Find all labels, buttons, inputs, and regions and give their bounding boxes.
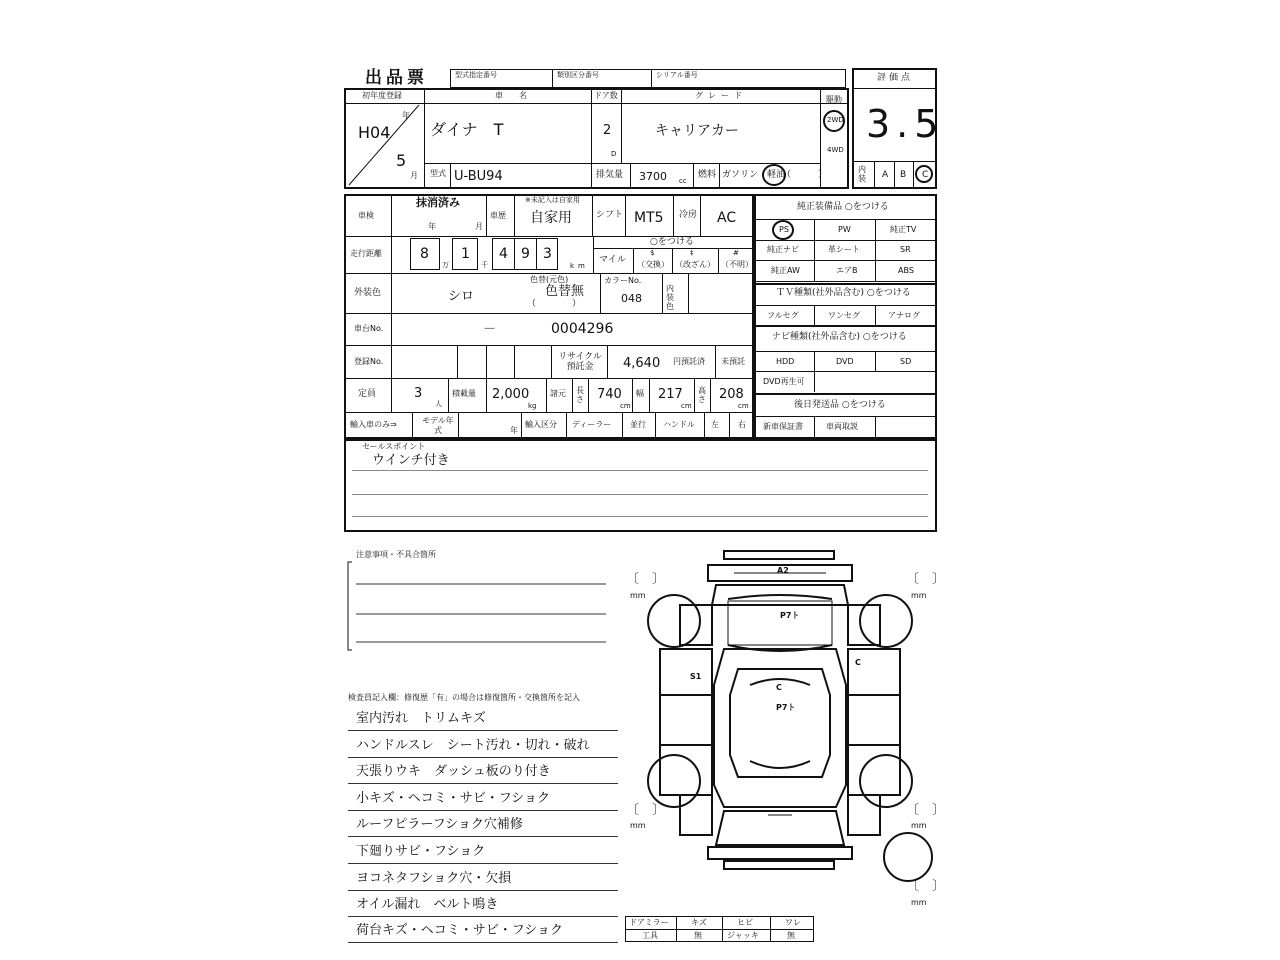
tire-bracket: 〔 〕 bbox=[906, 803, 946, 818]
interior-color-label: 内装色 bbox=[666, 284, 674, 311]
mileage-digit: 4 bbox=[499, 246, 508, 262]
note-item: ハンドルスレ シート汚れ・切れ・破れ bbox=[356, 738, 590, 753]
damage-mark: A2 bbox=[777, 566, 789, 575]
chassis-dash: － bbox=[483, 322, 497, 337]
color-change-paren: （ ） bbox=[527, 299, 582, 309]
color-change-value: 色替無 bbox=[545, 284, 585, 299]
interior-c: C bbox=[922, 170, 929, 180]
fuel-other: （ ） bbox=[782, 170, 828, 180]
type-designation-label: 型式指定番号 bbox=[455, 71, 497, 79]
import-class-label: 輸入区分 bbox=[525, 420, 557, 429]
inspector-label: 検査員記入欄：修復歴「有」の場合は修復箇所・交換箇所を記入 bbox=[348, 693, 580, 702]
mileage-sym-cross: ‡ bbox=[690, 249, 694, 257]
recycle-value: 4,640 bbox=[623, 356, 661, 371]
mileage-unknown: （不明） bbox=[721, 260, 753, 269]
drive-4wd: 4WD bbox=[827, 146, 844, 154]
equip-sr: SR bbox=[900, 245, 911, 254]
capacity-value: 3 bbox=[414, 386, 423, 401]
color-label: 外装色 bbox=[354, 288, 382, 298]
tire-mm: mm bbox=[911, 821, 927, 830]
shaken-value: 抹消済み bbox=[416, 196, 460, 209]
mileage-digit: 1 bbox=[461, 246, 470, 262]
width-value: 217 bbox=[658, 387, 683, 402]
legend-header: ドアミラー bbox=[629, 918, 669, 927]
tire-mm: mm bbox=[911, 898, 927, 907]
mileage-label: 走行距離 bbox=[350, 249, 382, 258]
color-value: シロ bbox=[448, 289, 475, 304]
history-label: 車歴 bbox=[490, 211, 506, 220]
color-change-label: 色替(元色) bbox=[530, 275, 569, 284]
import-parallel: 並行 bbox=[630, 420, 646, 429]
dvd-playback: DVD再生可 bbox=[763, 377, 805, 386]
registration-label: 登録No. bbox=[354, 357, 384, 366]
colorno-value: 048 bbox=[621, 292, 642, 305]
model-value: U-BU94 bbox=[454, 169, 503, 184]
load-unit: kg bbox=[528, 402, 537, 410]
damage-mark: P7ト bbox=[780, 611, 800, 620]
displacement-unit: cc bbox=[679, 177, 687, 185]
capacity-label: 定員 bbox=[358, 389, 377, 399]
details-block bbox=[344, 194, 754, 439]
note-item: ヨコネタフショク穴・欠損 bbox=[356, 871, 512, 886]
model-label: 型式 bbox=[430, 169, 446, 178]
doors-value: 2 bbox=[603, 123, 612, 138]
doors-unit: D bbox=[611, 150, 617, 158]
caution-label: 注意事項・不具合箇所 bbox=[356, 550, 436, 559]
tv-analog: アナログ bbox=[888, 311, 920, 320]
ac-value: AC bbox=[717, 210, 737, 226]
import-right: 右 bbox=[738, 420, 746, 429]
interior-label: 内装 bbox=[858, 165, 866, 183]
equip-airbag: エアB bbox=[836, 266, 858, 275]
sales-point-text: ウインチ付き bbox=[372, 453, 450, 468]
load-value: 2,000 bbox=[492, 387, 530, 402]
grade-label: グレード bbox=[695, 91, 747, 100]
capacity-unit: 人 bbox=[435, 400, 442, 408]
sales-point-label: セールスポイント bbox=[362, 442, 426, 451]
grade-value: キャリアカー bbox=[655, 123, 739, 139]
length-value: 740 bbox=[597, 387, 622, 402]
caution-area bbox=[344, 560, 614, 660]
dims-label: 諸元 bbox=[550, 389, 566, 398]
first-reg-label: 初年度登録 bbox=[362, 91, 402, 100]
width-label: 幅 bbox=[636, 389, 644, 398]
fuel-label: 燃料 bbox=[698, 170, 717, 180]
shaken-year: 年 bbox=[428, 222, 436, 231]
length-unit: cm bbox=[620, 402, 631, 410]
tv-full: フルセグ bbox=[767, 311, 799, 320]
displacement-value: 3700 bbox=[639, 170, 667, 183]
mileage-digit: 8 bbox=[420, 246, 429, 262]
legend-value: 工具 bbox=[642, 931, 658, 940]
fuel-gas: ガソリン bbox=[722, 170, 759, 180]
car-name: ダイナ T bbox=[430, 120, 504, 139]
first-reg-month: 5 bbox=[396, 151, 407, 170]
mileage-exchange: （交換） bbox=[637, 260, 669, 269]
mileage-note: ○をつける bbox=[650, 237, 694, 247]
history-note: ※未記入は自家用 bbox=[525, 196, 580, 204]
tire-bracket: 〔 〕 bbox=[906, 572, 946, 587]
import-left: 左 bbox=[711, 420, 719, 429]
height-label: 高さ bbox=[698, 386, 706, 404]
damage-mark: C bbox=[855, 658, 861, 667]
equip-pw: PW bbox=[838, 225, 851, 234]
width-unit: cm bbox=[681, 402, 692, 410]
tire-bracket: 〔 〕 bbox=[626, 803, 666, 818]
header-number-row bbox=[450, 69, 846, 88]
note-item: 天張りウキ ダッシュ板のり付き bbox=[356, 764, 551, 779]
displacement-label: 排気量 bbox=[596, 170, 624, 180]
equip-tv: 純正TV bbox=[890, 225, 917, 234]
tv-one: ワンセグ bbox=[828, 311, 860, 320]
import-dealer: ディーラー bbox=[572, 420, 612, 429]
equip-navi: 純正ナビ bbox=[767, 245, 799, 254]
tire-bracket: 〔 〕 bbox=[626, 572, 666, 587]
later-warranty: 新車保証書 bbox=[763, 422, 803, 431]
legend-header: キズ bbox=[691, 918, 707, 927]
navi-hdd: HDD bbox=[776, 357, 795, 366]
mileage-km: km bbox=[570, 262, 589, 270]
shaken-month: 月 bbox=[475, 222, 483, 231]
import-label: 輸入車のみ⇒ bbox=[350, 420, 397, 429]
tire-mm: mm bbox=[630, 591, 646, 600]
legend-header: ワレ bbox=[785, 918, 801, 927]
chassis-value: 0004296 bbox=[551, 321, 614, 337]
tire-mm: mm bbox=[630, 821, 646, 830]
legend-value: ジャッキ bbox=[727, 931, 759, 940]
legend-header: ヒビ bbox=[737, 918, 753, 927]
navi-dvd: DVD bbox=[836, 357, 854, 366]
recycle-label: リサイクル預託金 bbox=[558, 352, 602, 372]
legend-value: 無 bbox=[787, 931, 795, 940]
mileage-digit: 9 bbox=[521, 246, 530, 262]
tire-bracket: 〔 〕 bbox=[906, 879, 946, 894]
note-item: ルーフピラーフショク穴補修 bbox=[356, 817, 523, 832]
load-label: 積載量 bbox=[452, 389, 476, 398]
navi-sd: SD bbox=[900, 357, 912, 366]
later-manual: 車両取説 bbox=[826, 422, 858, 431]
damage-mark: C bbox=[776, 683, 782, 692]
damage-mark: P7ト bbox=[776, 703, 796, 712]
navi-header: ナビ種類(社外品含む) ○をつける bbox=[772, 332, 907, 342]
month-unit: 月 bbox=[410, 171, 418, 180]
mileage-mile: マイル bbox=[599, 255, 626, 265]
length-label: 長さ bbox=[576, 386, 584, 404]
interior-a: A bbox=[882, 170, 889, 180]
import-year-unit: 年 bbox=[510, 426, 518, 435]
equip-ps: PS bbox=[779, 225, 789, 234]
mileage-altered: （改ざん） bbox=[675, 260, 715, 269]
mileage-sen: 千 bbox=[481, 261, 488, 269]
equip-aw: 純正AW bbox=[771, 266, 800, 275]
mileage-man: 万 bbox=[442, 261, 449, 269]
drive-2wd: 2WD bbox=[827, 116, 844, 124]
note-item: オイル漏れ ベルト鳴き bbox=[356, 897, 499, 912]
ac-label: 冷房 bbox=[679, 210, 698, 220]
shift-value: MT5 bbox=[634, 210, 664, 226]
equipment-header: 純正装備品 ○をつける bbox=[797, 202, 889, 212]
tv-header: ＴＶ種類(社外品含む) ○をつける bbox=[776, 288, 911, 298]
note-item: 下廻りサビ・フショク bbox=[356, 844, 486, 859]
grade-score-label: 評価点 bbox=[877, 73, 914, 83]
grade-score-value: 3.5 bbox=[866, 102, 945, 146]
drive-label: 駆動 bbox=[826, 95, 842, 104]
category-label: 類別区分番号 bbox=[557, 71, 599, 79]
equip-abs: ABS bbox=[898, 266, 914, 275]
interior-c-circle bbox=[915, 165, 933, 183]
import-model-year-label: モデル年式 bbox=[422, 416, 454, 435]
shaken-label: 車検 bbox=[358, 211, 374, 220]
serial-label: シリアル番号 bbox=[656, 71, 698, 79]
mileage-sym-hash: # bbox=[733, 249, 739, 257]
height-unit: cm bbox=[738, 402, 749, 410]
form-title: 出品票 bbox=[365, 68, 428, 88]
car-damage-diagram bbox=[620, 545, 940, 945]
first-reg-year: H04 bbox=[358, 123, 391, 142]
colorno-label: カラーNo. bbox=[604, 276, 642, 285]
drive-2wd-circle bbox=[823, 110, 845, 132]
import-handle-label: ハンドル bbox=[663, 420, 695, 429]
fuel-diesel: 軽油 bbox=[767, 170, 786, 180]
mileage-sym-dollar: $ bbox=[650, 249, 655, 257]
mileage-digit: 3 bbox=[543, 246, 552, 262]
year-unit: 年 bbox=[402, 111, 410, 120]
recycle-deposited: 円預託済 bbox=[673, 357, 705, 366]
doors-label: ドア数 bbox=[594, 91, 618, 100]
equip-ps-circle bbox=[772, 220, 794, 240]
note-item: 室内汚れ トリムキズ bbox=[356, 711, 486, 726]
damage-mark: S1 bbox=[690, 672, 702, 681]
car-name-label: 車 名 bbox=[495, 91, 531, 100]
equip-leather: 革シート bbox=[828, 245, 860, 254]
chassis-label: 車台No. bbox=[354, 324, 384, 333]
history-value: 自家用 bbox=[530, 210, 572, 226]
later-header: 後日発送品 ○をつける bbox=[794, 400, 886, 410]
note-item: 荷台キズ・ヘコミ・サビ・フショク bbox=[356, 923, 563, 938]
shift-label: シフト bbox=[596, 210, 624, 220]
height-value: 208 bbox=[719, 387, 744, 402]
interior-b: B bbox=[900, 170, 907, 180]
legend-value: 無 bbox=[694, 931, 702, 940]
note-item: 小キズ・ヘコミ・サビ・フショク bbox=[356, 791, 550, 806]
tire-mm: mm bbox=[911, 591, 927, 600]
recycle-not: 未預託 bbox=[721, 357, 745, 366]
